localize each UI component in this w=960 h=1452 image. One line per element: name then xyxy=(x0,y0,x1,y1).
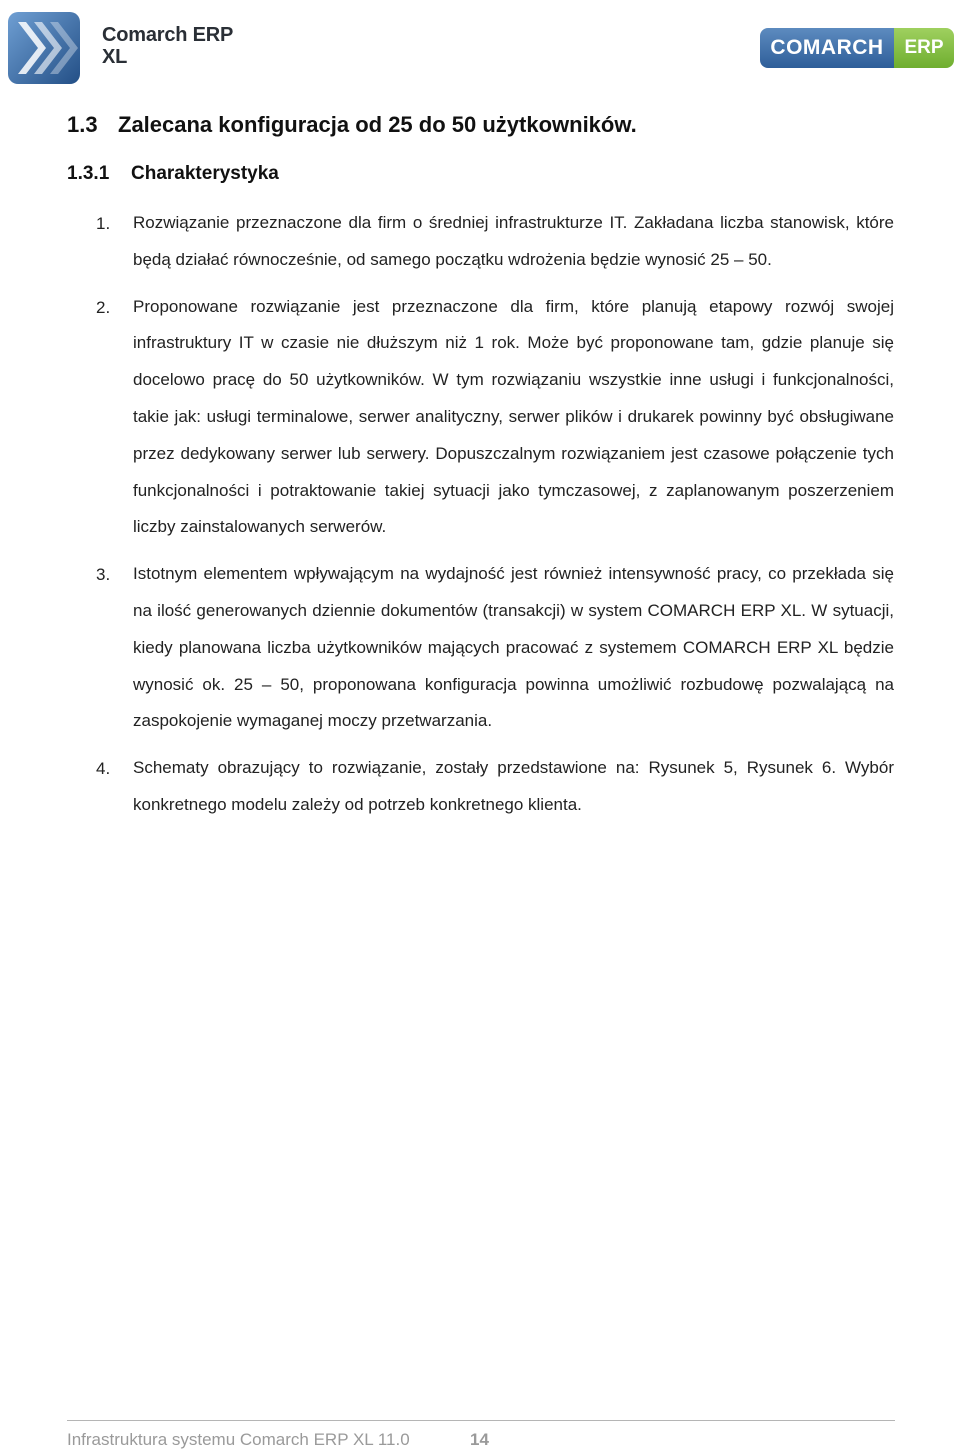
subsection-heading xyxy=(67,163,279,185)
product-name-line2: XL xyxy=(102,46,128,68)
subsection-number: 1.3.1 xyxy=(67,163,110,184)
list-item xyxy=(96,205,894,279)
list-item-number: 4. xyxy=(96,759,111,779)
list-item-number: 3. xyxy=(96,565,111,585)
section-heading xyxy=(67,112,637,138)
list-item-text: Istotnym elementem wpływającym na wydajność jest również intensywność pracy, co przekłada się na ilość generowanych dziennie dokumentów (transakcji) w system COMARCH ERP XL. W sytuacji, kiedy planowana liczba użytkowników mających pracować z systemem COMARCH ERP XL będzie wynosić ok. 25 – 50, proponowana konfiguracja powinna umożliwić rozbudowę pozwalającą na zaspokojenie wymaganej moczy przetwarzania. xyxy=(133,564,894,731)
product-name xyxy=(102,24,233,68)
footer-divider xyxy=(67,1420,895,1421)
footer-document-title: Infrastruktura systemu Comarch ERP XL 11.0 xyxy=(67,1430,410,1449)
list-item-number: 1. xyxy=(96,214,111,233)
list-item xyxy=(96,289,894,547)
list-item-text: Proponowane rozwiązanie jest przeznaczone dla firm, które planują etapowy rozwój swojej infrastruktury IT w czasie nie dłuższym niż 1 rok. Może być proponowane tam, gdzie planuje się docelowo pracę do 50 użytkowników. W tym rozwiązaniu wszystkie inne usługi i funkcjonalności, takie jak: usługi terminalowe, serwer analityczny, serwer plików i drukarek powinny być obsługiwane przez dedykowany serwer lub serwery. Dopuszczalnym rozwiązaniem jest czasowe połączenie tych funkcjonalności i potraktowanie takiej sytuacji jako tymczasowej, z zaplanowanym poszerzeniem liczby zainstalowanych serwerów. xyxy=(133,296,894,537)
section-title: Zalecana konfiguracja od 25 do 50 użytkowników. xyxy=(118,112,637,137)
brand-logo-erp: ERP xyxy=(894,28,954,68)
list-item-text: Schematy obrazujący to rozwiązanie, zostały przedstawione na: Rysunek 5, Rysunek 6. Wybór konkretnego modelu zależy od potrzeb konkretnego klienta. xyxy=(133,758,894,814)
list-item xyxy=(96,556,894,740)
section-number: 1.3 xyxy=(67,112,98,137)
product-name-line1: Comarch ERP xyxy=(102,24,234,46)
brand-logo-comarch: COMARCH xyxy=(760,28,894,68)
list-item xyxy=(96,750,894,824)
list-item-number: 2. xyxy=(96,297,111,317)
subsection-title: Charakterystyka xyxy=(131,163,279,184)
numbered-list xyxy=(96,205,894,834)
comarch-erp-xl-logo-icon xyxy=(8,12,80,84)
comarch-erp-brand-logo xyxy=(760,28,954,68)
footer-page-number: 14 xyxy=(470,1430,489,1449)
list-item-text: Rozwiązanie przeznaczone dla firm o średniej infrastrukturze IT. Zakładana liczba stanowisk, które będą działać równocześnie, od samego początku wdrożenia będzie wynosić 25 – 50. xyxy=(133,213,894,269)
